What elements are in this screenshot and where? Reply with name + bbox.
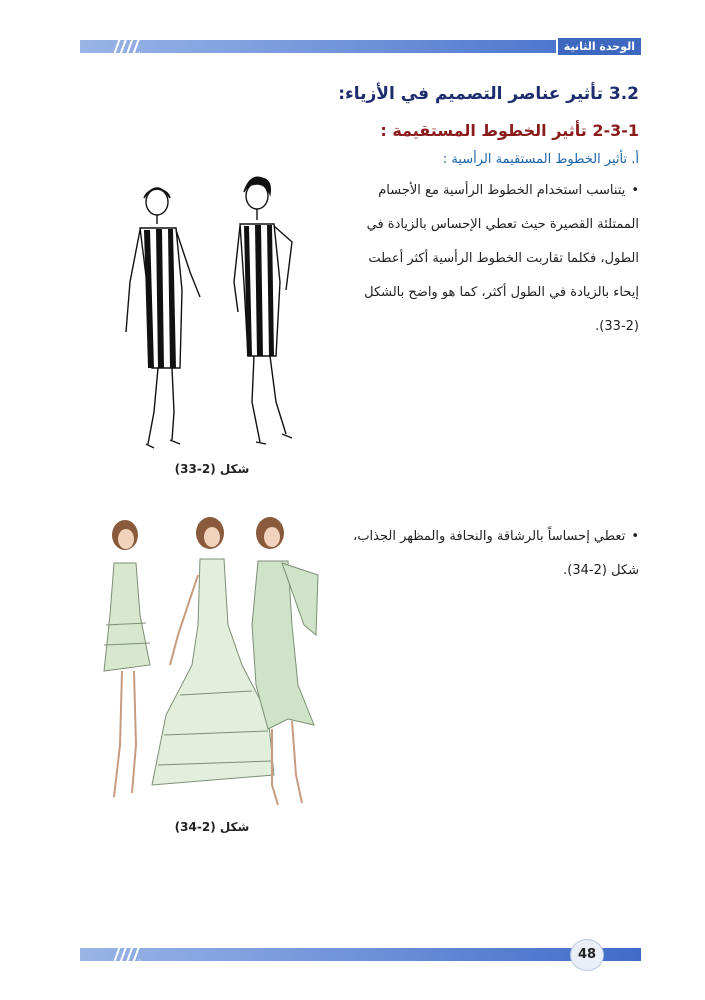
header-bar [80, 40, 641, 53]
figure-33-caption: شكل (2-33) [174, 462, 250, 476]
gown-sketch-left [104, 520, 150, 797]
paragraph-slimness [349, 520, 639, 588]
figure-34-caption: شكل (2-34) [174, 820, 250, 834]
dress-sketch-left [126, 188, 200, 448]
bullet-dot: • [631, 529, 639, 544]
footer-bar [80, 948, 641, 961]
item-a-heading: أ. تأثير الخطوط المستقيمة الرأسية : [442, 152, 639, 167]
subsection-heading: 2-3-1 تأثير الخطوط المستقيمة : [380, 121, 639, 140]
paragraph-text: تعطي إحساساً بالرشاقة والنحافة والمظهر الجذاب، شكل (2-34). [353, 529, 639, 578]
page-number: 48 [570, 939, 604, 971]
footer-stripes [114, 948, 140, 961]
dress-sketch-right [234, 177, 292, 444]
header-stripes [114, 40, 140, 53]
unit-label: الوحدة الثانية [556, 38, 641, 55]
paragraph-text: يتناسب استخدام الخطوط الرأسية مع الأجسام الممتلئة القصيرة حيث تعطي الإحساس بالزيادة في الطول، فكلما تقاربت الخطوط الرأسية أكثر أعطت إيحاء بالزيادة في الطول أكثر، كما هو واضح بالشكل (2-33). [364, 183, 639, 334]
paragraph-vertical-lines [349, 174, 639, 344]
figure-34-green-gowns [92, 515, 332, 810]
bullet-dot: • [631, 183, 639, 198]
section-heading: 3.2 تأثير عناصر التصميم في الأزياء: [338, 84, 639, 104]
figure-33-striped-dresses [110, 172, 320, 454]
